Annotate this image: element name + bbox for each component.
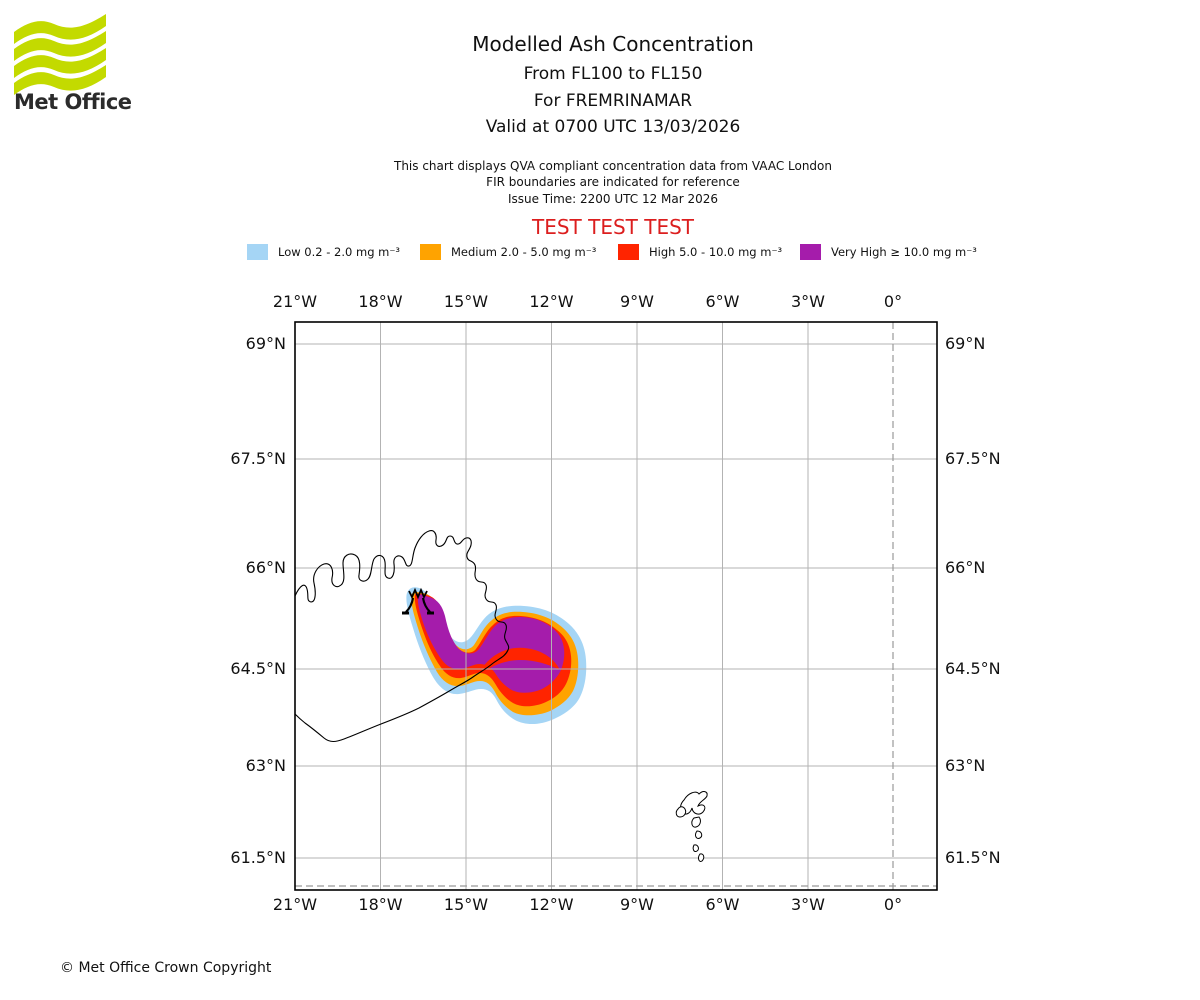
subtitle-flight-levels: From FL100 to FL150 — [523, 64, 703, 84]
lat-tick-label-right: 66°N — [945, 558, 986, 577]
subtitle-valid-time: Valid at 0700 UTC 13/03/2026 — [485, 117, 741, 137]
lat-tick-label-right: 64.5°N — [945, 659, 1001, 678]
info-line-qva: This chart displays QVA compliant concentration data from VAAC London — [394, 159, 832, 173]
lat-tick-label-left: 69°N — [245, 334, 286, 353]
lon-tick-label-top: 3°W — [791, 292, 825, 311]
lat-tick-label-left: 63°N — [245, 756, 286, 775]
faroe-islands — [676, 792, 707, 862]
page-title: Modelled Ash Concentration — [472, 32, 754, 56]
lon-tick-label-top: 18°W — [358, 292, 403, 311]
lat-tick-label-right: 69°N — [945, 334, 986, 353]
lat-tick-label-left: 67.5°N — [230, 449, 286, 468]
lon-tick-label-top: 6°W — [705, 292, 740, 311]
lon-tick-label-bottom: 15°W — [443, 895, 489, 914]
lat-tick-label-left: 61.5°N — [230, 848, 286, 867]
lon-tick-label-bottom: 6°W — [705, 895, 740, 914]
copyright-notice: © Met Office Crown Copyright — [60, 960, 272, 976]
legend-label: Medium 2.0 - 5.0 mg m⁻³ — [451, 245, 597, 259]
legend-label: Low 0.2 - 2.0 mg m⁻³ — [278, 245, 401, 259]
lon-tick-label-top: 21°W — [272, 292, 318, 311]
subtitle-volcano: For FREMRINAMAR — [533, 91, 693, 111]
info-line-issue-time: Issue Time: 2200 UTC 12 Mar 2026 — [507, 192, 719, 206]
lat-tick-label-left: 64.5°N — [230, 659, 286, 678]
lon-tick-label-bottom: 0° — [883, 895, 903, 914]
lat-tick-label-right: 61.5°N — [945, 848, 1001, 867]
lat-tick-label-right: 63°N — [945, 756, 986, 775]
lat-tick-label-left: 66°N — [245, 558, 286, 577]
lon-tick-label-bottom: 9°W — [620, 895, 654, 914]
lon-tick-label-bottom: 18°W — [358, 895, 403, 914]
fir-boundary — [295, 322, 937, 890]
lon-tick-label-top: 0° — [883, 292, 903, 311]
legend-label: Very High ≥ 10.0 mg m⁻³ — [831, 245, 977, 259]
map-border — [295, 322, 937, 890]
lon-tick-label-top: 9°W — [620, 292, 654, 311]
logo-wordmark: Met Office — [14, 90, 132, 114]
lon-tick-label-top: 12°W — [529, 292, 574, 311]
lon-tick-label-top: 15°W — [443, 292, 489, 311]
lon-tick-label-bottom: 21°W — [272, 895, 318, 914]
lat-tick-label-right: 67.5°N — [945, 449, 1001, 468]
legend-label: High 5.0 - 10.0 mg m⁻³ — [649, 245, 783, 259]
info-line-fir: FIR boundaries are indicated for reference — [486, 175, 740, 189]
graticule — [295, 322, 937, 890]
test-banner: TEST TEST TEST — [531, 215, 694, 239]
lon-tick-label-bottom: 3°W — [791, 895, 825, 914]
lon-tick-label-bottom: 12°W — [529, 895, 574, 914]
